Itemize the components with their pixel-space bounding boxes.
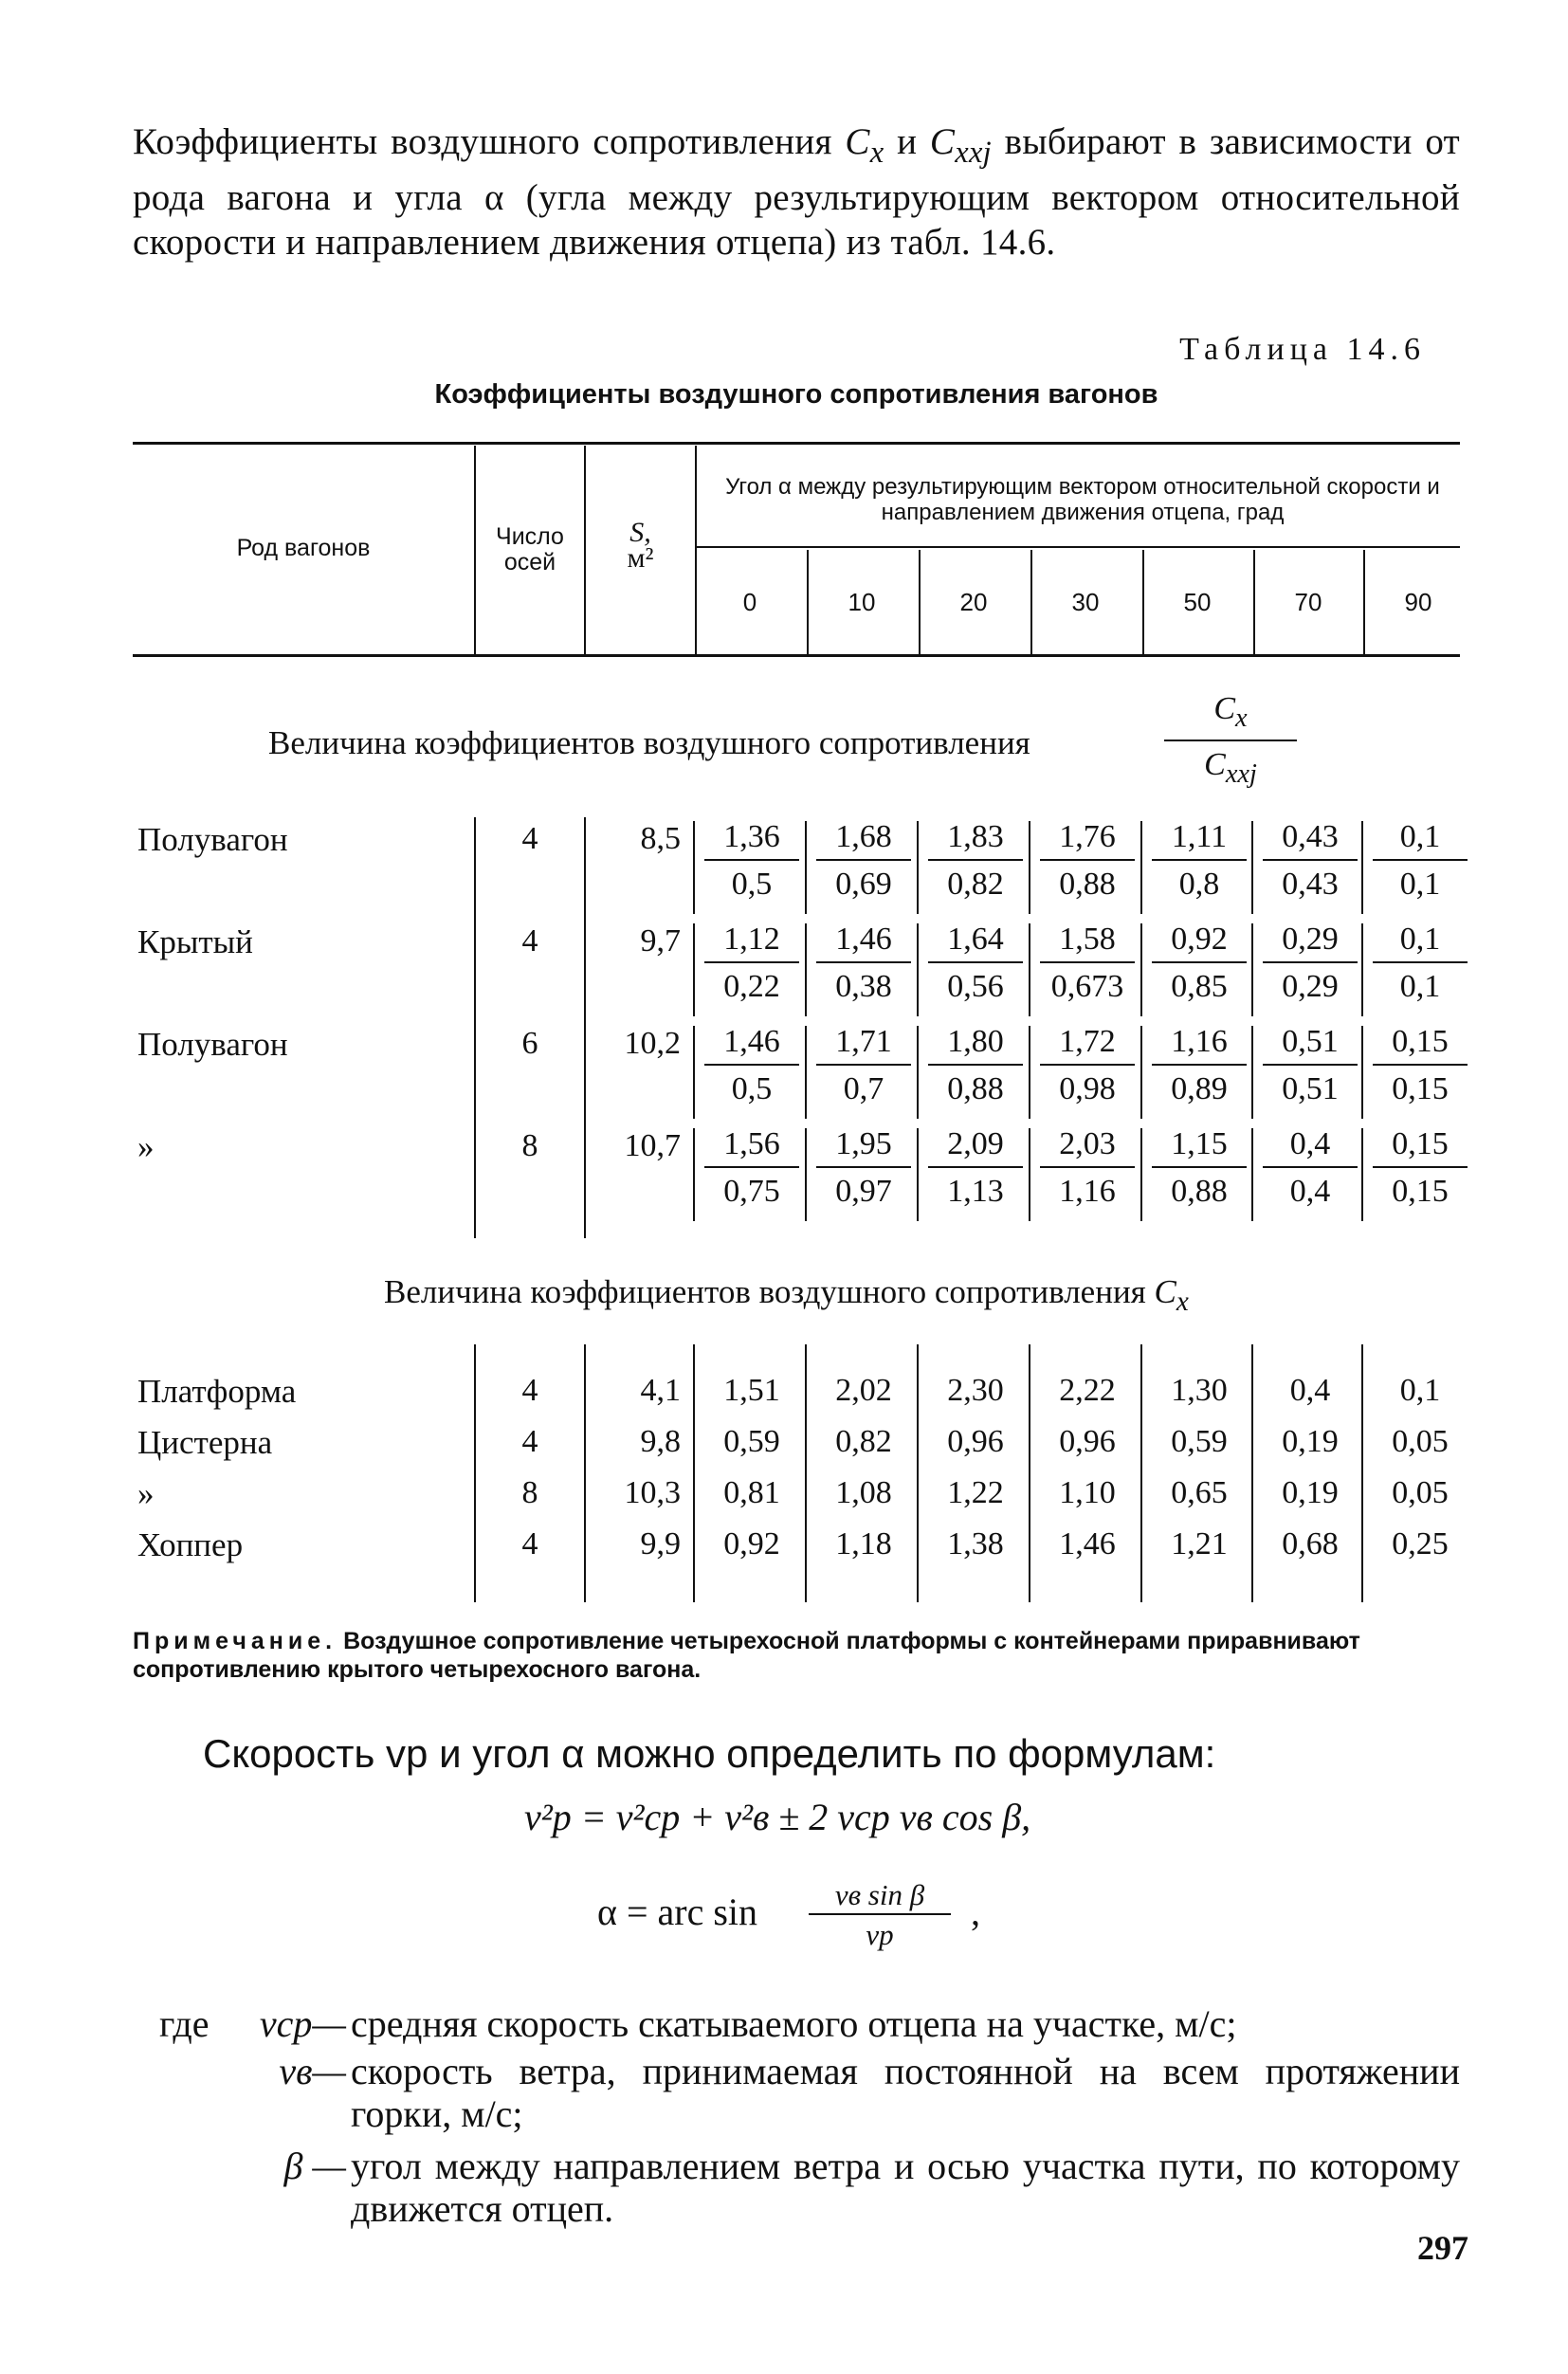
column-divider <box>1361 821 1363 914</box>
cx-value: 2,09 <box>928 1123 1023 1168</box>
cx-value: 0,15 <box>1373 1020 1468 1066</box>
column-divider <box>917 821 919 914</box>
column-divider <box>805 821 807 914</box>
cx-value: 1,58 <box>1040 918 1135 963</box>
cx-value: 1,46 <box>1059 1526 1116 1561</box>
cxxj-value: 1,13 <box>947 1174 1004 1209</box>
row-name: Цистерна <box>137 1424 273 1461</box>
legend-symbol: vср— <box>259 2002 346 2045</box>
frac-bottom-symbol: C <box>1204 746 1226 782</box>
column-divider <box>1251 1026 1253 1119</box>
cx-value: 0,25 <box>1392 1526 1449 1561</box>
coefficient-fraction <box>1040 815 1135 908</box>
column-divider <box>1251 821 1253 914</box>
cx-value: 0,05 <box>1392 1424 1449 1459</box>
column-divider <box>1029 821 1030 914</box>
cxxj-value: 0,51 <box>1282 1071 1339 1106</box>
header-kind: Род вагонов <box>236 535 371 561</box>
cx-value: 1,36 <box>704 815 799 861</box>
cxxj-value: 0,15 <box>1392 1174 1449 1209</box>
coefficient-fraction <box>1040 1020 1135 1113</box>
section1-fraction <box>1164 688 1297 798</box>
row-name: » <box>137 1128 155 1165</box>
cxxj-value: 0,673 <box>1050 969 1124 1004</box>
column-divider <box>693 1026 695 1119</box>
row-axles: 4 <box>521 1526 538 1561</box>
angle-header-rule <box>697 546 1460 548</box>
row-axles: 4 <box>521 1373 538 1408</box>
cx-value: 1,11 <box>1152 815 1247 861</box>
table-header-bottom-rule <box>133 654 1460 657</box>
column-divider <box>693 821 695 914</box>
column-divider <box>805 923 807 1016</box>
coefficient-fraction <box>1263 1123 1358 1215</box>
legend-where: где <box>159 2002 210 2045</box>
cxxj-value: 1,16 <box>1059 1174 1116 1209</box>
row-axles: 6 <box>521 1026 538 1061</box>
intro-text-1: Коэффициенты воздушного сопротивления <box>133 121 846 162</box>
cxxj-value: 0,88 <box>947 1071 1004 1106</box>
frac-top-sub: x <box>1235 703 1248 733</box>
cx-value: 2,03 <box>1040 1123 1135 1168</box>
header-area-unit: м² <box>627 542 654 574</box>
cx-value: 1,72 <box>1040 1020 1135 1066</box>
cx-value: 0,96 <box>947 1424 1004 1459</box>
cx-value: 1,18 <box>835 1526 892 1561</box>
coefficient-fraction <box>928 1020 1023 1113</box>
column-divider <box>1361 923 1363 1016</box>
cx-value: 1,71 <box>816 1020 911 1066</box>
row-axles: 4 <box>521 821 538 856</box>
row-area: 9,8 <box>640 1424 681 1459</box>
angle-header-cell: 50 <box>1183 588 1212 616</box>
cxxj-value: 0,5 <box>731 1071 773 1106</box>
cx-value: 2,02 <box>835 1373 892 1408</box>
row-axles: 4 <box>521 1424 538 1459</box>
cxxj-value: 0,38 <box>835 969 892 1004</box>
cx-value: 1,16 <box>1152 1020 1247 1066</box>
coefficient-fraction <box>1263 1020 1358 1113</box>
cx-value: 0,4 <box>1263 1123 1358 1168</box>
section2-label <box>384 1273 1189 1318</box>
row-area: 9,7 <box>640 923 681 959</box>
formula-intro: Скорость vр и угол α можно определить по формулам: <box>203 1731 1216 1776</box>
table-number: Таблица 14.6 <box>1179 332 1426 367</box>
coefficient-fraction <box>1373 815 1468 908</box>
cx-value: 0,59 <box>723 1424 780 1459</box>
coefficient-fraction <box>1152 815 1247 908</box>
column-divider <box>1251 1128 1253 1221</box>
table-top-rule <box>133 442 1460 445</box>
coefficient-fraction <box>816 815 911 908</box>
formula-angle-numerator: vв sin β <box>809 1877 951 1915</box>
cx-value: 1,38 <box>947 1526 1004 1561</box>
cxxj-value: 0,69 <box>835 867 892 902</box>
row-name: Хоппер <box>137 1526 244 1563</box>
column-divider <box>1140 1026 1142 1119</box>
coefficient-fraction <box>1263 918 1358 1011</box>
coefficient-fraction <box>704 1020 799 1113</box>
angle-header-cell: 0 <box>742 588 757 616</box>
cx-value: 0,59 <box>1171 1424 1228 1459</box>
cxxj-value: 0,1 <box>1399 867 1441 902</box>
row-axles: 8 <box>521 1128 538 1163</box>
section2-symbol: C <box>1154 1273 1176 1310</box>
cx-value: 1,12 <box>704 918 799 963</box>
cx-symbol: C <box>845 121 870 162</box>
coefficient-fraction <box>928 1123 1023 1215</box>
section1-label: Величина коэффициентов воздушного сопротивления <box>268 724 1030 761</box>
section2-symbol-sub: x <box>1176 1287 1189 1317</box>
cxxj-value: 0,4 <box>1289 1174 1331 1209</box>
cxxj-value: 0,75 <box>723 1174 780 1209</box>
header-area-symbol: S, <box>629 517 651 548</box>
header-area <box>586 517 695 574</box>
cx-value: 0,92 <box>1152 918 1247 963</box>
cx-value: 1,68 <box>816 815 911 861</box>
cx-value: 2,22 <box>1059 1373 1116 1408</box>
cx-value: 0,68 <box>1282 1526 1339 1561</box>
cxxj-sub: xxj <box>955 135 993 170</box>
cx-value: 0,19 <box>1282 1424 1339 1459</box>
row-name: Полувагон <box>137 821 288 858</box>
cxxj-value: 0,22 <box>723 969 780 1004</box>
column-divider <box>1251 1344 1253 1602</box>
cx-value: 1,95 <box>816 1123 911 1168</box>
cxxj-value: 0,88 <box>1059 867 1116 902</box>
cx-value: 1,21 <box>1171 1526 1228 1561</box>
formula-angle-denominator: vр <box>866 1918 894 1951</box>
intro-text-2: выбирают в зависимости от рода вагона и угла α (угла между результирующим вектором относительной скорости и направлением движения отцепа) из табл. 14.6. <box>133 121 1460 263</box>
coefficient-fraction <box>704 918 799 1011</box>
cxxj-value: 0,29 <box>1282 969 1339 1004</box>
column-divider <box>1361 1026 1363 1119</box>
column-divider <box>1029 1344 1030 1602</box>
cx-value: 0,29 <box>1263 918 1358 963</box>
cx-sub: x <box>869 135 884 170</box>
column-divider <box>693 1344 695 1602</box>
row-name: » <box>137 1475 155 1512</box>
cxxj-value: 0,1 <box>1399 969 1441 1004</box>
cx-value: 0,1 <box>1373 918 1468 963</box>
angle-header-cell: 10 <box>848 588 876 616</box>
row-name: Крытый <box>137 923 253 960</box>
angle-header-cell: 70 <box>1294 588 1322 616</box>
note-text: Воздушное сопротивление четырехосной платформы с контейнерами приравнивают сопротивлению крытого четырехосного вагона. <box>133 1628 1360 1683</box>
coefficient-fraction <box>1040 918 1135 1011</box>
section2-label-text: Величина коэффициентов воздушного сопротивления <box>384 1273 1146 1310</box>
cx-value: 0,65 <box>1171 1475 1228 1510</box>
coefficient-fraction <box>1373 1123 1468 1215</box>
cx-value: 0,05 <box>1392 1475 1449 1510</box>
row-axles: 4 <box>521 923 538 959</box>
cx-value: 1,80 <box>928 1020 1023 1066</box>
cx-value: 0,15 <box>1373 1123 1468 1168</box>
cx-value: 1,64 <box>928 918 1023 963</box>
column-divider <box>1251 923 1253 1016</box>
frac-bottom-sub: xxj <box>1225 758 1257 789</box>
note-label: Примечание. <box>133 1628 337 1654</box>
cx-value: 1,10 <box>1059 1475 1116 1510</box>
column-divider <box>1361 1344 1363 1602</box>
column-divider <box>693 923 695 1016</box>
row-area: 8,5 <box>640 821 681 856</box>
cxxj-value: 0,15 <box>1392 1071 1449 1106</box>
cx-value: 0,51 <box>1263 1020 1358 1066</box>
column-divider <box>805 1344 807 1602</box>
cxxj-symbol: C <box>929 121 956 162</box>
cx-value: 1,51 <box>723 1373 780 1408</box>
column-divider <box>917 923 919 1016</box>
column-divider <box>1029 923 1030 1016</box>
column-divider <box>1140 923 1142 1016</box>
formula-angle-fraction <box>809 1877 951 1955</box>
row-name: Полувагон <box>137 1026 288 1063</box>
header-angle-group: Угол α между результирующим вектором относительной скорости и направлением движения отцепа, град <box>725 474 1440 525</box>
header-axles: Число осей <box>496 523 564 575</box>
column-divider <box>1029 1128 1030 1221</box>
intro-paragraph <box>133 119 1460 265</box>
column-divider <box>1140 821 1142 914</box>
legend-text: угол между направлением ветра и осью участка пути, по которому движется отцеп. <box>351 2145 1460 2230</box>
cxxj-value: 0,7 <box>843 1071 884 1106</box>
legend-text: средняя скорость скатываемого отцепа на участке, м/с; <box>351 2002 1237 2045</box>
column-divider <box>805 1128 807 1221</box>
legend-text: скорость ветра, принимаемая постоянной на всем протяжении горки, м/с; <box>351 2050 1460 2135</box>
angle-header-cell: 30 <box>1071 588 1100 616</box>
cx-value: 1,46 <box>704 1020 799 1066</box>
cx-value: 0,4 <box>1289 1373 1331 1408</box>
coefficient-fraction <box>1152 918 1247 1011</box>
cx-value: 1,22 <box>947 1475 1004 1510</box>
row-axles: 8 <box>521 1475 538 1510</box>
formula-angle-lhs: α = arc sin <box>597 1890 758 1933</box>
cx-value: 2,30 <box>947 1373 1004 1408</box>
page-number: 297 <box>1417 2229 1468 2267</box>
cx-value: 1,46 <box>816 918 911 963</box>
formula-velocity: v²р = v²ср + v²в ± 2 vср vв cos β, <box>524 1796 1031 1838</box>
column-divider <box>1140 1128 1142 1221</box>
coefficient-fraction <box>1373 1020 1468 1113</box>
cxxj-value: 0,88 <box>1171 1174 1228 1209</box>
column-divider <box>693 1128 695 1221</box>
column-divider <box>917 1026 919 1119</box>
angle-header-cell: 20 <box>959 588 988 616</box>
coefficient-fraction <box>928 815 1023 908</box>
cx-value: 1,08 <box>835 1475 892 1510</box>
cx-value: 0,1 <box>1399 1373 1441 1408</box>
coefficient-fraction <box>1373 918 1468 1011</box>
column-divider <box>917 1128 919 1221</box>
column-divider <box>1361 1128 1363 1221</box>
cx-value: 0,82 <box>835 1424 892 1459</box>
frac-top-symbol: C <box>1213 691 1236 726</box>
cxxj-value: 0,85 <box>1171 969 1228 1004</box>
cxxj-value: 0,5 <box>731 867 773 902</box>
coefficient-fraction <box>816 1123 911 1215</box>
coefficient-fraction <box>1152 1020 1247 1113</box>
cxxj-value: 0,97 <box>835 1174 892 1209</box>
cx-value: 1,83 <box>928 815 1023 861</box>
column-divider <box>1140 1344 1142 1602</box>
cx-value: 0,92 <box>723 1526 780 1561</box>
coefficient-fraction <box>928 918 1023 1011</box>
header-divider <box>695 446 697 654</box>
row-name: Платформа <box>137 1373 297 1410</box>
cxxj-value: 0,89 <box>1171 1071 1228 1106</box>
coefficient-fraction <box>816 918 911 1011</box>
cx-value: 0,81 <box>723 1475 780 1510</box>
formula-angle-tail: , <box>971 1890 980 1933</box>
row-area: 10,3 <box>624 1475 681 1510</box>
cxxj-value: 0,56 <box>947 969 1004 1004</box>
table-note <box>133 1627 1488 1684</box>
row-area: 4,1 <box>640 1373 681 1408</box>
column-divider <box>805 1026 807 1119</box>
row-area: 9,9 <box>640 1526 681 1561</box>
column-divider <box>1029 1026 1030 1119</box>
cxxj-value: 0,98 <box>1059 1071 1116 1106</box>
legend-symbol: vв— <box>279 2050 346 2092</box>
coefficient-fraction <box>704 1123 799 1215</box>
column-divider <box>917 1344 919 1602</box>
coefficient-fraction <box>704 815 799 908</box>
angle-header-cell: 90 <box>1404 588 1432 616</box>
coefficient-fraction <box>1152 1123 1247 1215</box>
intro-and: и <box>884 121 930 162</box>
cx-value: 0,96 <box>1059 1424 1116 1459</box>
cx-value: 1,30 <box>1171 1373 1228 1408</box>
cx-value: 1,56 <box>704 1123 799 1168</box>
coefficient-fraction <box>816 1020 911 1113</box>
coefficient-fraction <box>1263 815 1358 908</box>
table-title: Коэффициенты воздушного сопротивления вагонов <box>434 379 1158 410</box>
legend-symbol: β — <box>283 2145 346 2187</box>
cx-value: 0,19 <box>1282 1475 1339 1510</box>
cxxj-value: 0,82 <box>947 867 1004 902</box>
cxxj-value: 0,8 <box>1178 867 1220 902</box>
row-area: 10,7 <box>624 1128 681 1163</box>
cxxj-value: 0,43 <box>1282 867 1339 902</box>
cx-value: 0,43 <box>1263 815 1358 861</box>
row-area: 10,2 <box>624 1026 681 1061</box>
cx-value: 0,1 <box>1373 815 1468 861</box>
cx-value: 1,15 <box>1152 1123 1247 1168</box>
coefficient-fraction <box>1040 1123 1135 1215</box>
cx-value: 1,76 <box>1040 815 1135 861</box>
